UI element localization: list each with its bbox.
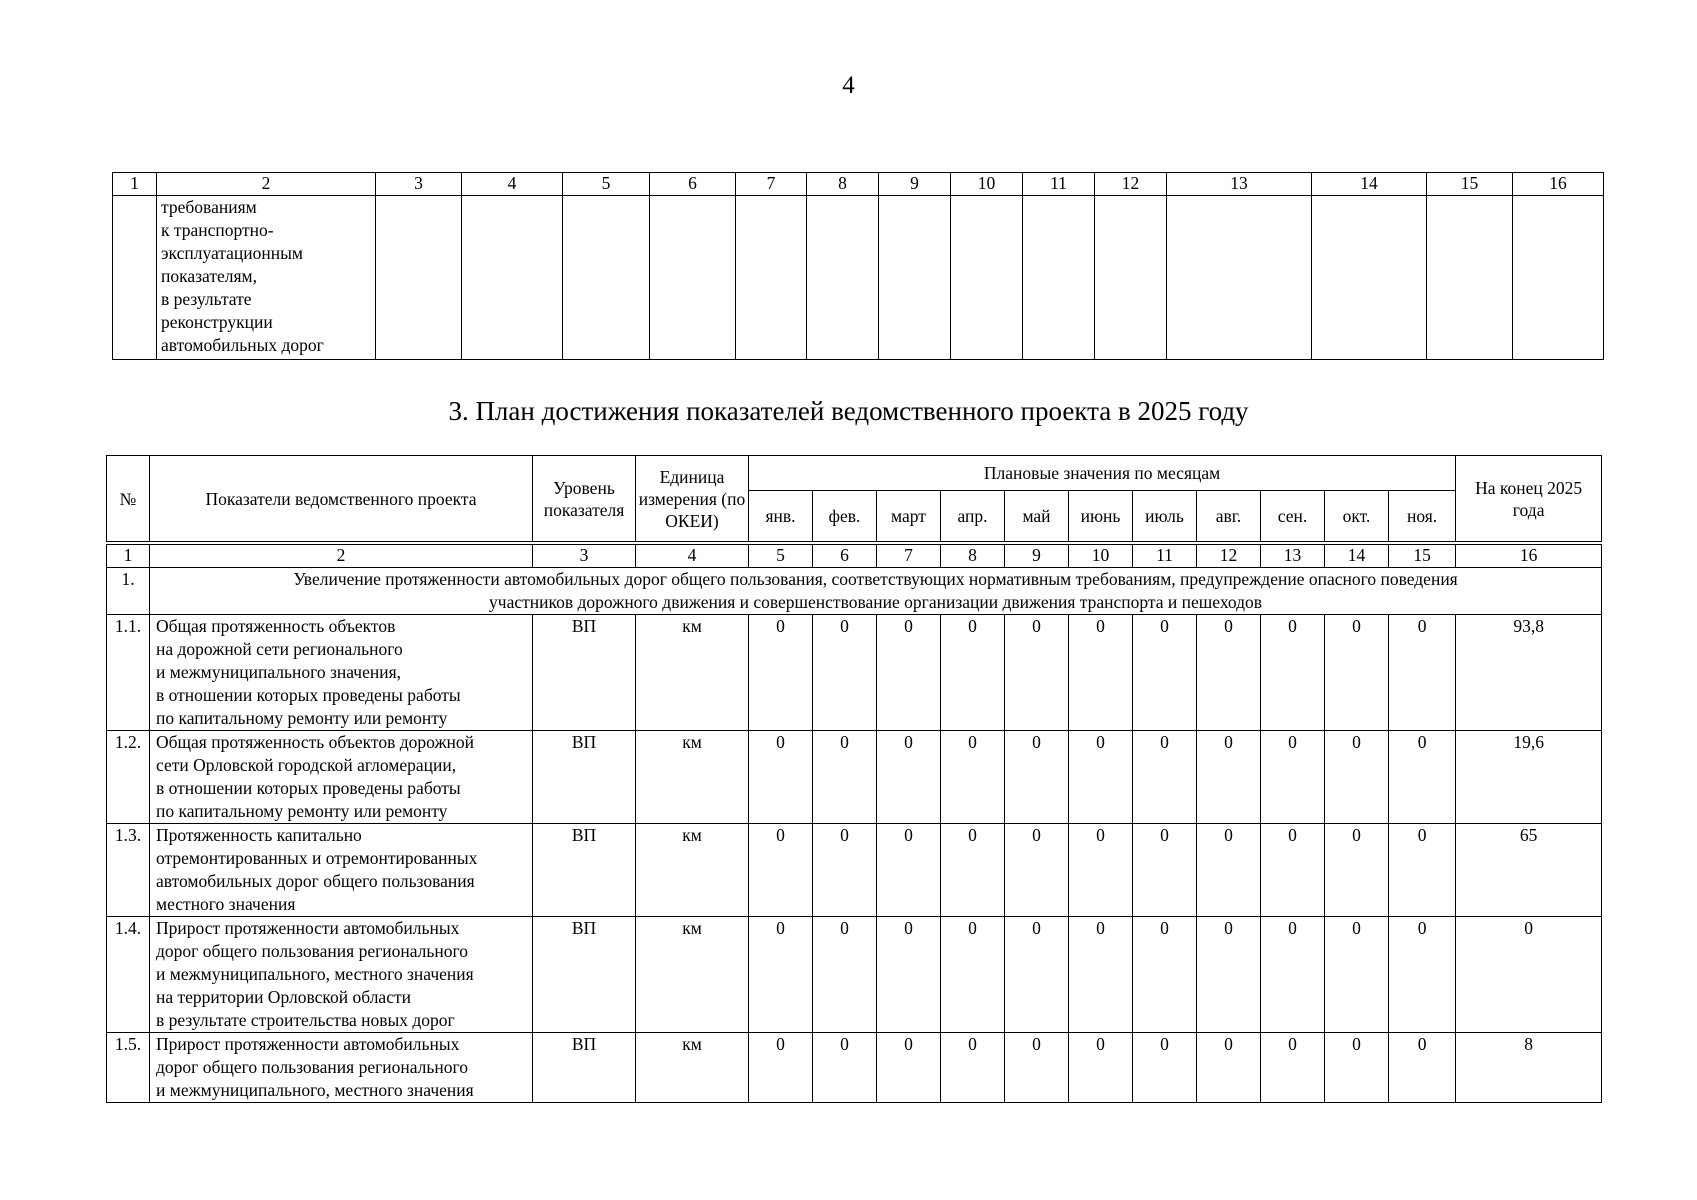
row-month-value: 0 xyxy=(877,731,941,824)
row-indicator-line: местного значения xyxy=(156,894,296,914)
row-month-value: 0 xyxy=(749,824,813,917)
row-indicator-line: и межмуниципального, местного значения xyxy=(156,964,474,984)
column-number: 12 xyxy=(1197,543,1261,568)
row-month-value: 0 xyxy=(1005,917,1069,1033)
row-month-value: 0 xyxy=(1197,917,1261,1033)
row-number: 1.4. xyxy=(107,917,150,1033)
row-month-value: 0 xyxy=(1389,1033,1456,1103)
row-end-value: 65 xyxy=(1456,824,1602,917)
section-text-line2: участников дорожного движения и совершенствование организации движения транспорта и пешеходов xyxy=(489,592,1263,612)
header-month: май xyxy=(1005,491,1069,544)
cont-text-line: в результате xyxy=(161,289,252,309)
row-month-value: 0 xyxy=(1197,1033,1261,1103)
row-month-value: 0 xyxy=(813,917,877,1033)
row-indicator-line: на территории Орловской области xyxy=(156,987,411,1007)
table-row xyxy=(107,824,1602,917)
cont-text-line: эксплуатационным xyxy=(161,243,303,263)
cont-header-cell: 4 xyxy=(462,173,563,196)
row-indicator-line: дорог общего пользования регионального xyxy=(156,1057,469,1077)
row-month-value: 0 xyxy=(1005,615,1069,731)
header-month: окт. xyxy=(1325,491,1389,544)
row-month-value: 0 xyxy=(1261,917,1325,1033)
cont-header-cell: 6 xyxy=(650,173,736,196)
row-indicator-line: Прирост протяженности автомобильных xyxy=(156,918,460,938)
row-indicator-line: сети Орловской городской агломерации, xyxy=(156,755,457,775)
cont-header-cell: 14 xyxy=(1312,173,1427,196)
row-month-value: 0 xyxy=(749,615,813,731)
column-number: 6 xyxy=(813,543,877,568)
row-month-value: 0 xyxy=(877,1033,941,1103)
row-month-value: 0 xyxy=(877,824,941,917)
row-level: ВП xyxy=(533,615,636,731)
row-month-value: 0 xyxy=(749,917,813,1033)
row-month-value: 0 xyxy=(749,731,813,824)
row-level: ВП xyxy=(533,731,636,824)
cont-text-lines xyxy=(161,196,371,357)
table-row xyxy=(107,615,1602,731)
column-number: 4 xyxy=(636,543,749,568)
cont-header-cell: 11 xyxy=(1023,173,1095,196)
row-level: ВП xyxy=(533,1033,636,1103)
header-indicators: Показатели ведомственного проекта xyxy=(150,456,533,544)
row-end-value: 0 xyxy=(1456,917,1602,1033)
row-indicator-line: Протяженность капитально xyxy=(156,825,362,845)
row-month-value: 0 xyxy=(1325,1033,1389,1103)
row-month-value: 0 xyxy=(1133,917,1197,1033)
header-month: июль xyxy=(1133,491,1197,544)
column-number: 1 xyxy=(107,543,150,568)
column-number: 16 xyxy=(1456,543,1602,568)
row-month-value: 0 xyxy=(877,615,941,731)
column-number: 13 xyxy=(1261,543,1325,568)
section-text-line1: Увеличение протяженности автомобильных дорог общего пользования, соответствующих нормативным требованиям, предупреждение опасного поведения xyxy=(293,569,1458,589)
row-number: 1.3. xyxy=(107,824,150,917)
cont-header-cell: 10 xyxy=(951,173,1023,196)
row-month-value: 0 xyxy=(1133,731,1197,824)
column-number: 2 xyxy=(150,543,533,568)
plan-column-numbers xyxy=(107,543,1602,568)
row-unit: км xyxy=(636,615,749,731)
column-number: 10 xyxy=(1069,543,1133,568)
row-unit: км xyxy=(636,824,749,917)
row-month-value: 0 xyxy=(941,1033,1005,1103)
row-month-value: 0 xyxy=(1069,731,1133,824)
cont-header-cell: 8 xyxy=(807,173,879,196)
table-row xyxy=(107,731,1602,824)
cont-header-cell: 12 xyxy=(1095,173,1167,196)
row-month-value: 0 xyxy=(1325,615,1389,731)
row-month-value: 0 xyxy=(1197,824,1261,917)
column-number: 15 xyxy=(1389,543,1456,568)
table-row xyxy=(107,917,1602,1033)
header-month: сен. xyxy=(1261,491,1325,544)
row-month-value: 0 xyxy=(749,1033,813,1103)
row-month-value: 0 xyxy=(813,731,877,824)
cont-header-cell: 15 xyxy=(1427,173,1513,196)
row-month-value: 0 xyxy=(1261,1033,1325,1103)
section-text xyxy=(150,568,1602,615)
row-month-value: 0 xyxy=(1197,731,1261,824)
row-end-value: 19,6 xyxy=(1456,731,1602,824)
cont-cell-2 xyxy=(157,196,376,360)
header-no: № xyxy=(107,456,150,544)
cont-header-cell: 3 xyxy=(376,173,462,196)
row-month-value: 0 xyxy=(1069,615,1133,731)
row-indicator xyxy=(150,731,533,824)
row-month-value: 0 xyxy=(813,824,877,917)
row-end-value: 93,8 xyxy=(1456,615,1602,731)
row-indicator xyxy=(150,1033,533,1103)
row-indicator-line: в результате строительства новых дорог xyxy=(156,1010,455,1030)
header-month: март xyxy=(877,491,941,544)
header-unit: Единица измерения (по ОКЕИ) xyxy=(636,456,749,544)
row-indicator-line: в отношении которых проведены работы xyxy=(156,685,461,705)
column-number: 14 xyxy=(1325,543,1389,568)
header-monthly: Плановые значения по месяцам xyxy=(749,456,1456,491)
row-month-value: 0 xyxy=(1133,824,1197,917)
header-end: На конец 2025 года xyxy=(1456,456,1602,544)
section-row xyxy=(107,568,1602,615)
header-month: авг. xyxy=(1197,491,1261,544)
column-number: 3 xyxy=(533,543,636,568)
cont-text-line: показателям, xyxy=(161,266,257,286)
row-month-value: 0 xyxy=(1261,731,1325,824)
row-indicator-line: отремонтированных и отремонтированных xyxy=(156,848,478,868)
row-indicator xyxy=(150,615,533,731)
cont-cell-1 xyxy=(113,196,157,360)
row-month-value: 0 xyxy=(1069,917,1133,1033)
row-unit: км xyxy=(636,917,749,1033)
row-month-value: 0 xyxy=(1325,824,1389,917)
row-indicator-line: по капитальному ремонту или ремонту xyxy=(156,801,448,821)
section-title: 3. План достижения показателей ведомственного проекта в 2025 году xyxy=(448,396,1249,426)
cont-header-cell: 16 xyxy=(1513,173,1604,196)
row-unit: км xyxy=(636,731,749,824)
row-indicator-line: Прирост протяженности автомобильных xyxy=(156,1034,460,1054)
column-number: 11 xyxy=(1133,543,1197,568)
plan-header-row-1 xyxy=(107,456,1602,491)
row-indicator xyxy=(150,824,533,917)
row-month-value: 0 xyxy=(1005,1033,1069,1103)
cont-header-cell: 7 xyxy=(736,173,807,196)
header-month: июнь xyxy=(1069,491,1133,544)
row-indicator-line: дорог общего пользования регионального xyxy=(156,941,469,961)
row-indicator-line: автомобильных дорог общего пользования xyxy=(156,871,475,891)
row-month-value: 0 xyxy=(1069,1033,1133,1103)
row-month-value: 0 xyxy=(1261,824,1325,917)
column-number: 9 xyxy=(1005,543,1069,568)
cont-text-line: требованиям xyxy=(161,197,257,217)
row-indicator xyxy=(150,917,533,1033)
cont-header-cell: 5 xyxy=(563,173,650,196)
row-month-value: 0 xyxy=(1197,615,1261,731)
row-month-value: 0 xyxy=(1261,615,1325,731)
row-month-value: 0 xyxy=(1389,731,1456,824)
continuation-header-row xyxy=(113,173,1604,196)
cont-header-cell: 1 xyxy=(113,173,157,196)
row-indicator-line: в отношении которых проведены работы xyxy=(156,778,461,798)
row-unit: км xyxy=(636,1033,749,1103)
row-month-value: 0 xyxy=(1325,917,1389,1033)
section-no: 1. xyxy=(107,568,150,615)
header-month: янв. xyxy=(749,491,813,544)
row-month-value: 0 xyxy=(941,615,1005,731)
cont-header-cell: 2 xyxy=(157,173,376,196)
cont-text-line: реконструкции xyxy=(161,312,273,332)
column-number: 8 xyxy=(941,543,1005,568)
row-number: 1.1. xyxy=(107,615,150,731)
continuation-table xyxy=(112,172,1604,360)
row-month-value: 0 xyxy=(1389,615,1456,731)
column-number: 7 xyxy=(877,543,941,568)
row-number: 1.5. xyxy=(107,1033,150,1103)
row-indicator-line: Общая протяженность объектов xyxy=(156,616,396,636)
row-level: ВП xyxy=(533,917,636,1033)
row-month-value: 0 xyxy=(1069,824,1133,917)
row-month-value: 0 xyxy=(1325,731,1389,824)
cont-text-line: автомобильных дорог xyxy=(161,335,324,355)
cont-header-cell: 9 xyxy=(879,173,951,196)
row-indicator-line: и межмуниципального значения, xyxy=(156,662,402,682)
row-end-value: 8 xyxy=(1456,1033,1602,1103)
row-indicator-line: по капитальному ремонту или ремонту xyxy=(156,708,448,728)
row-month-value: 0 xyxy=(1005,824,1069,917)
header-month: фев. xyxy=(813,491,877,544)
row-indicator-line: Общая протяженность объектов дорожной xyxy=(156,732,475,752)
row-number: 1.2. xyxy=(107,731,150,824)
cont-text-line: к транспортно- xyxy=(161,220,274,240)
header-month: ноя. xyxy=(1389,491,1456,544)
row-month-value: 0 xyxy=(1005,731,1069,824)
header-month: апр. xyxy=(941,491,1005,544)
row-level: ВП xyxy=(533,824,636,917)
continuation-body-row xyxy=(113,196,1604,360)
header-level: Уровень показателя xyxy=(533,456,636,544)
row-month-value: 0 xyxy=(813,1033,877,1103)
page-number: 4 xyxy=(842,72,855,99)
row-month-value: 0 xyxy=(1133,1033,1197,1103)
row-month-value: 0 xyxy=(941,824,1005,917)
row-indicator-line: на дорожной сети регионального xyxy=(156,639,403,659)
column-number: 5 xyxy=(749,543,813,568)
cont-header-cell: 13 xyxy=(1167,173,1312,196)
plan-table xyxy=(106,455,1602,1103)
row-month-value: 0 xyxy=(877,917,941,1033)
row-month-value: 0 xyxy=(1389,917,1456,1033)
row-month-value: 0 xyxy=(813,615,877,731)
row-indicator-line: и межмуниципального, местного значения xyxy=(156,1080,474,1100)
table-row xyxy=(107,1033,1602,1103)
row-month-value: 0 xyxy=(941,917,1005,1033)
row-month-value: 0 xyxy=(1133,615,1197,731)
row-month-value: 0 xyxy=(1389,824,1456,917)
row-month-value: 0 xyxy=(941,731,1005,824)
